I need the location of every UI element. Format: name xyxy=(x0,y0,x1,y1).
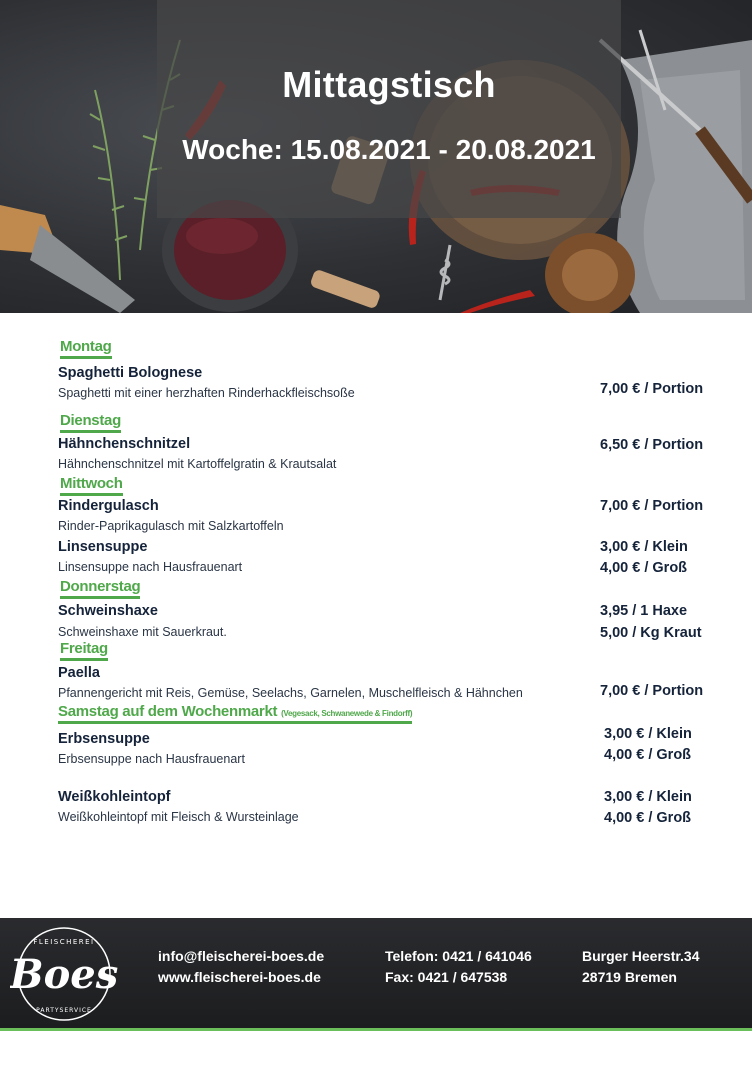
dish-name: Erbsensuppe xyxy=(58,731,150,747)
dish-price: 7,00 € / Portion xyxy=(600,381,704,397)
dish-price: 3,00 € / Klein xyxy=(604,726,692,742)
day-heading-dienstag: Dienstag xyxy=(60,412,121,433)
dish-description: Spaghetti mit einer herzhaften Rinderhackfleischsoße xyxy=(58,386,355,400)
samstag-label: Samstag auf dem Wochenmarkt xyxy=(58,703,278,720)
market-locations: (Vegesack, Schwanewede & Findorff) xyxy=(281,709,413,718)
day-heading-freitag: Freitag xyxy=(60,640,108,661)
dish-description: Rinder-Paprikagulasch mit Salzkartoffeln xyxy=(58,519,284,533)
dish-name: Paella xyxy=(58,665,100,681)
dish-name: Rindergulasch xyxy=(58,498,159,514)
dish-name: Schweinshaxe xyxy=(58,603,158,619)
header-photo xyxy=(0,0,752,313)
dish-description: Linsensuppe nach Hausfrauenart xyxy=(58,560,243,574)
day-heading-samstag xyxy=(58,703,412,724)
corkscrew-icon xyxy=(440,245,450,300)
footer-street: Burger Heerstr.34 xyxy=(582,948,700,964)
dish-description: Hähnchenschnitzel mit Kartoffelgratin & Krautsalat xyxy=(58,457,337,471)
footer-website[interactable]: www.fleischerei-boes.de xyxy=(158,969,321,985)
dish-price: 5,00 / Kg Kraut xyxy=(600,625,702,641)
dish-price: 4,00 € / Groß xyxy=(604,747,692,763)
dish-name: Weißkohleintopf xyxy=(58,789,171,805)
dish-name: Spaghetti Bolognese xyxy=(58,365,203,381)
footer-city: 28719 Bremen xyxy=(582,969,677,985)
footer-phone: Telefon: 0421 / 641046 xyxy=(385,948,532,964)
svg-text:PARTYSERVICE: PARTYSERVICE xyxy=(36,1007,92,1014)
dish-description: Schweinshaxe mit Sauerkraut. xyxy=(58,625,227,639)
dish-price: 4,00 € / Groß xyxy=(600,560,688,576)
dish-price: 7,00 € / Portion xyxy=(600,498,704,514)
footer-fax: Fax: 0421 / 647538 xyxy=(385,969,508,985)
dish-description: Weißkohleintopf mit Fleisch & Wursteinlage xyxy=(58,810,299,824)
dish-price: 6,50 € / Portion xyxy=(600,437,704,453)
dish-name: Hähnchenschnitzel xyxy=(58,436,191,452)
day-heading-donnerstag: Donnerstag xyxy=(60,578,140,599)
day-heading-montag: Montag xyxy=(60,338,112,359)
dish-name: Linsensuppe xyxy=(58,539,148,555)
svg-text:FLEISCHEREI: FLEISCHEREI xyxy=(33,938,95,946)
svg-text:Boes: Boes xyxy=(10,951,118,998)
dish-price: 3,95 / 1 Haxe xyxy=(600,603,688,619)
boes-logo xyxy=(10,924,118,1024)
page-title: Mittagstisch xyxy=(282,64,496,105)
dish-price: 7,00 € / Portion xyxy=(600,683,704,699)
day-heading-mittwoch: Mittwoch xyxy=(60,475,123,496)
knife-icon xyxy=(0,205,135,313)
dish-description: Erbsensuppe nach Hausfrauenart xyxy=(58,752,245,766)
title-overlay xyxy=(157,0,621,218)
week-range: Woche: 15.08.2021 - 20.08.2021 xyxy=(182,134,596,165)
dish-description: Pfannengericht mit Reis, Gemüse, Seelachs, Garnelen, Muschelfleisch & Hähnchen xyxy=(58,686,523,700)
dish-price: 4,00 € / Groß xyxy=(604,810,692,826)
dish-price: 3,00 € / Klein xyxy=(604,789,692,805)
dish-price: 3,00 € / Klein xyxy=(600,539,688,555)
footer-email[interactable]: info@fleischerei-boes.de xyxy=(158,948,325,964)
